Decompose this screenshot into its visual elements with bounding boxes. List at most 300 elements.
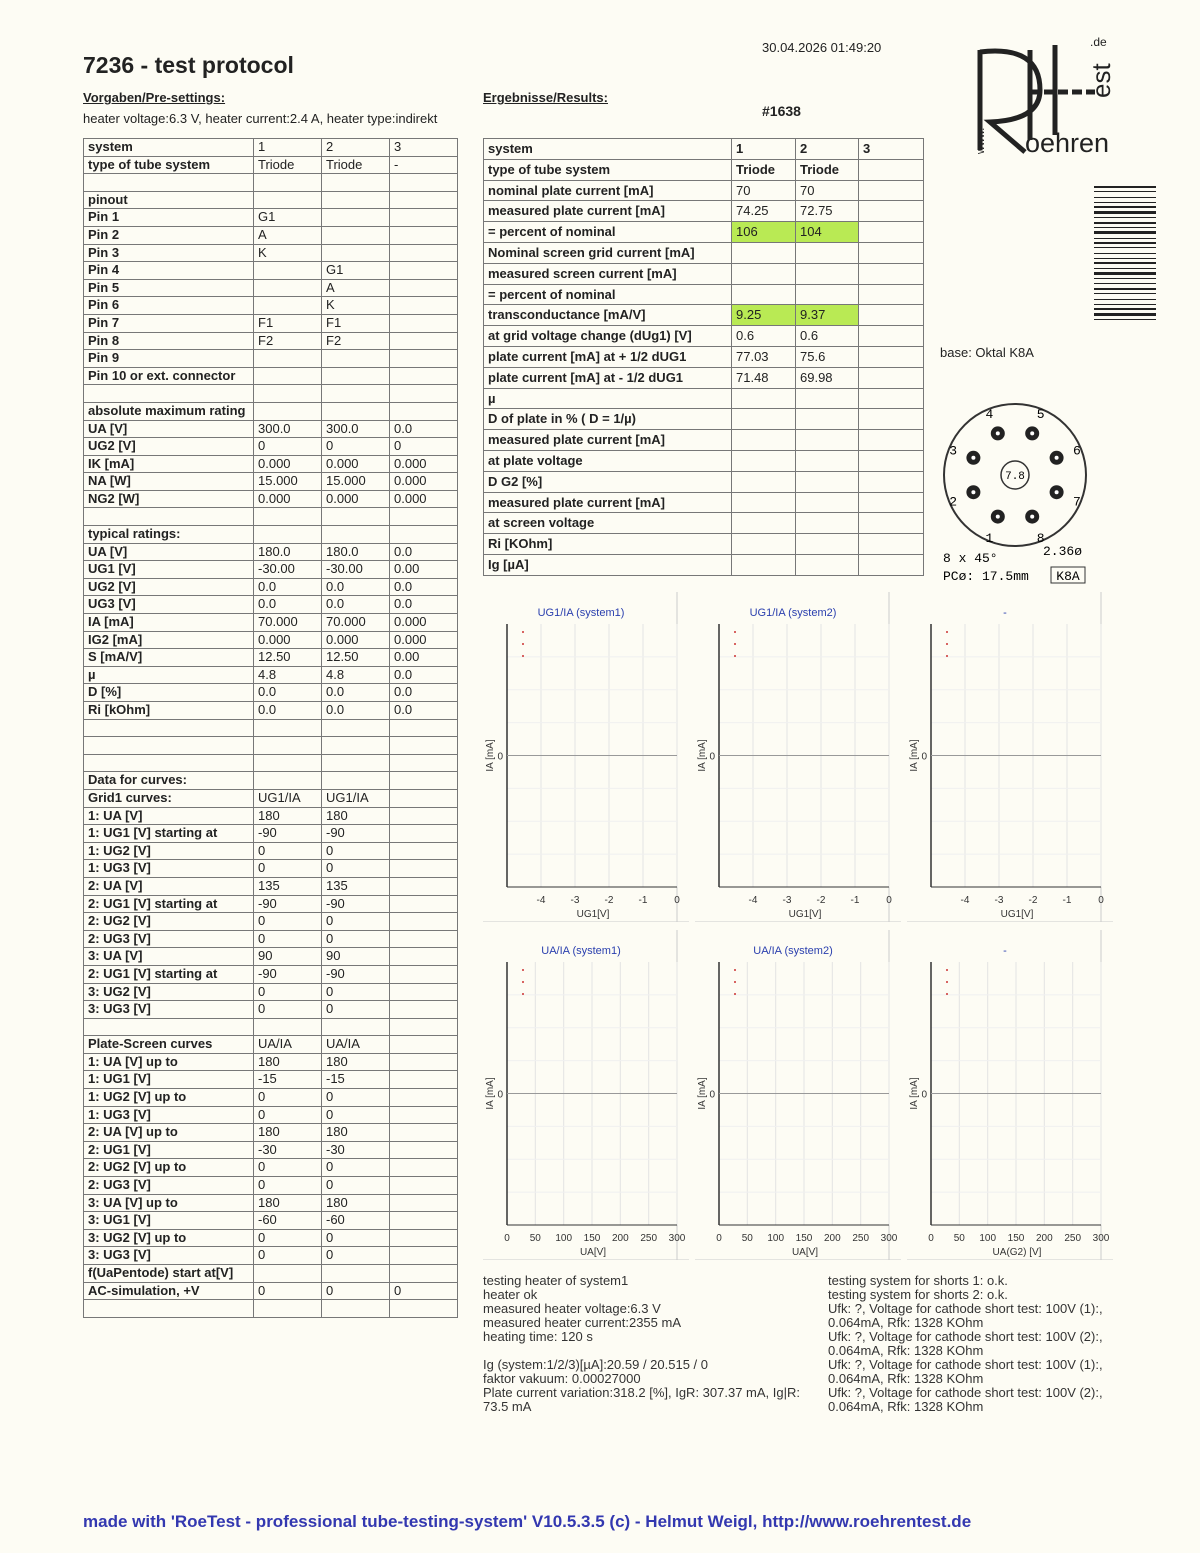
table-row bbox=[84, 649, 458, 667]
cell-system-3: 0 bbox=[390, 438, 458, 456]
cell-system-1: 0 bbox=[254, 1229, 322, 1247]
cell-system-1 bbox=[254, 772, 322, 790]
cell-system-2 bbox=[322, 526, 390, 544]
row-label: 3: UA [V] bbox=[84, 948, 254, 966]
row-label: plate current [mA] at + 1/2 dUG1 bbox=[484, 346, 732, 367]
cell-system-3 bbox=[390, 1106, 458, 1124]
cell-system-3 bbox=[390, 1265, 458, 1283]
cell-system-2: 90 bbox=[322, 948, 390, 966]
cell-system-1: 180 bbox=[254, 807, 322, 825]
row-label: Ig [µA] bbox=[484, 554, 732, 575]
cell-system-3: 0.000 bbox=[390, 473, 458, 491]
barcode-bar bbox=[1094, 299, 1156, 300]
row-label bbox=[84, 1300, 254, 1318]
table-row bbox=[84, 1300, 458, 1318]
cell-system-1: 0 bbox=[254, 1089, 322, 1107]
cell-system-1 bbox=[254, 385, 322, 403]
chart-x-tick: -4 bbox=[960, 895, 970, 906]
cell-system-2 bbox=[322, 174, 390, 192]
chart-point bbox=[946, 643, 948, 645]
cell-system-2: -60 bbox=[322, 1212, 390, 1230]
cell-system-1: 0 bbox=[254, 913, 322, 931]
cell-system-3 bbox=[859, 409, 924, 430]
cell-system-2 bbox=[796, 492, 859, 513]
cell-system-2 bbox=[796, 450, 859, 471]
cell-system-1 bbox=[732, 263, 796, 284]
cell-system-3: 0.000 bbox=[390, 490, 458, 508]
base-pin-hole bbox=[971, 490, 975, 494]
chart-x-tick: 0 bbox=[886, 895, 892, 906]
cell-system-3 bbox=[390, 930, 458, 948]
table-row bbox=[84, 191, 458, 209]
table-row bbox=[84, 350, 458, 368]
cell-system-3: 3 bbox=[390, 139, 458, 157]
cell-system-2 bbox=[796, 513, 859, 534]
cell-system-3: 0.000 bbox=[390, 631, 458, 649]
cell-system-1: 0 bbox=[254, 1106, 322, 1124]
results-table bbox=[483, 138, 924, 576]
table-row bbox=[484, 139, 924, 160]
barcode-bar bbox=[1094, 238, 1156, 239]
chart-x-tick: -3 bbox=[782, 895, 792, 906]
row-label: 1: UG3 [V] bbox=[84, 860, 254, 878]
table-row bbox=[484, 534, 924, 555]
test-notes-right bbox=[828, 1274, 1168, 1414]
cell-system-2 bbox=[322, 754, 390, 772]
table-row bbox=[84, 455, 458, 473]
row-label: Pin 8 bbox=[84, 332, 254, 350]
cell-system-2 bbox=[322, 737, 390, 755]
cell-system-2: 0.0 bbox=[322, 596, 390, 614]
note-line: 0.064mA, Rfk: 1328 KOhm bbox=[828, 1371, 984, 1386]
chart-x-tick: 250 bbox=[640, 1233, 658, 1244]
presettings-table bbox=[83, 138, 458, 1318]
cell-system-3 bbox=[390, 297, 458, 315]
row-label: pinout bbox=[84, 191, 254, 209]
row-label: 1: UG3 [V] bbox=[84, 1106, 254, 1124]
cell-system-2: 2 bbox=[322, 139, 390, 157]
cell-system-2: UG1/IA bbox=[322, 789, 390, 807]
cell-system-2: F2 bbox=[322, 332, 390, 350]
row-label: measured plate current [mA] bbox=[484, 492, 732, 513]
chart-point bbox=[946, 993, 948, 995]
chart-x-tick: -1 bbox=[638, 895, 648, 906]
cell-system-2 bbox=[322, 226, 390, 244]
row-label bbox=[84, 508, 254, 526]
cell-system-1: -30 bbox=[254, 1141, 322, 1159]
row-label: Pin 6 bbox=[84, 297, 254, 315]
chart-point bbox=[522, 643, 524, 645]
cell-system-2 bbox=[322, 1300, 390, 1318]
table-row bbox=[84, 420, 458, 438]
cell-system-3: 0.0 bbox=[390, 420, 458, 438]
cell-system-3: 0.0 bbox=[390, 596, 458, 614]
table-row bbox=[484, 471, 924, 492]
row-label: 1: UA [V] bbox=[84, 807, 254, 825]
row-label: measured screen current [mA] bbox=[484, 263, 732, 284]
row-label: 2: UG2 [V] up to bbox=[84, 1159, 254, 1177]
row-label: 3: UG2 [V] bbox=[84, 983, 254, 1001]
row-label: Pin 4 bbox=[84, 262, 254, 280]
cell-system-3 bbox=[390, 367, 458, 385]
cell-system-1: 180 bbox=[254, 1053, 322, 1071]
chart-title: UG1/IA (system1) bbox=[537, 607, 625, 619]
cell-system-1: 0.6 bbox=[732, 326, 796, 347]
chart-6 bbox=[907, 930, 1113, 1260]
cell-system-2: A bbox=[322, 279, 390, 297]
row-label: Nominal screen grid current [mA] bbox=[484, 242, 732, 263]
cell-system-3 bbox=[390, 1001, 458, 1019]
cell-system-2: 75.6 bbox=[796, 346, 859, 367]
cell-system-1 bbox=[254, 1300, 322, 1318]
barcode-bar bbox=[1094, 283, 1156, 284]
timestamp: 30.04.2026 01:49:20 bbox=[762, 40, 882, 55]
chart-y-label: IA [mA] bbox=[485, 1077, 496, 1110]
cell-system-1: 180 bbox=[254, 1194, 322, 1212]
cell-system-1: 180.0 bbox=[254, 543, 322, 561]
cell-system-2 bbox=[796, 430, 859, 451]
chart-y-label: IA [mA] bbox=[909, 739, 920, 772]
row-label: measured plate current [mA] bbox=[484, 430, 732, 451]
table-row bbox=[484, 284, 924, 305]
barcode-bar bbox=[1094, 313, 1156, 316]
cell-system-3 bbox=[390, 719, 458, 737]
cell-system-2 bbox=[322, 402, 390, 420]
table-row bbox=[84, 895, 458, 913]
cell-system-2: 0 bbox=[322, 930, 390, 948]
cell-system-1: 0 bbox=[254, 860, 322, 878]
cell-system-1: 0.0 bbox=[254, 684, 322, 702]
note-line: Ufk: ?, Voltage for cathode short test: 100V (1):, bbox=[828, 1301, 1103, 1316]
chart-x-tick: 250 bbox=[1064, 1233, 1082, 1244]
table-row bbox=[84, 367, 458, 385]
cell-system-3: 3 bbox=[859, 139, 924, 160]
table-row bbox=[484, 409, 924, 430]
cell-system-3 bbox=[390, 772, 458, 790]
presettings-text: heater voltage:6.3 V, heater current:2.4 A, heater type:indirekt bbox=[83, 111, 438, 126]
row-label: AC-simulation, +V bbox=[84, 1282, 254, 1300]
cell-system-3 bbox=[390, 860, 458, 878]
cell-system-2: 0 bbox=[322, 1247, 390, 1265]
table-row bbox=[84, 490, 458, 508]
table-row bbox=[484, 326, 924, 347]
cell-system-1: 90 bbox=[254, 948, 322, 966]
row-label: at plate voltage bbox=[484, 450, 732, 471]
row-label: 2: UG1 [V] starting at bbox=[84, 965, 254, 983]
table-row bbox=[484, 430, 924, 451]
chart-point bbox=[946, 981, 948, 983]
cell-system-2: 0 bbox=[322, 438, 390, 456]
chart-point bbox=[734, 969, 736, 971]
cell-system-3 bbox=[390, 209, 458, 227]
cell-system-1 bbox=[254, 262, 322, 280]
table-row bbox=[84, 1053, 458, 1071]
cell-system-3 bbox=[390, 262, 458, 280]
chart-x-tick: 0 bbox=[504, 1233, 510, 1244]
cell-system-2: 0.6 bbox=[796, 326, 859, 347]
barcode bbox=[1094, 186, 1156, 320]
cell-system-1: -90 bbox=[254, 825, 322, 843]
chart-x-tick: -2 bbox=[1028, 895, 1038, 906]
barcode-bar bbox=[1094, 222, 1156, 224]
barcode-bar bbox=[1094, 186, 1156, 188]
chart-x-tick: 200 bbox=[823, 1233, 841, 1244]
table-row bbox=[84, 842, 458, 860]
chart-x-tick: 0 bbox=[1098, 895, 1104, 906]
chart-2 bbox=[695, 592, 901, 922]
table-row bbox=[484, 159, 924, 180]
chart-point bbox=[946, 655, 948, 657]
chart-y-tick: 0 bbox=[921, 751, 927, 763]
page-title: 7236 - test protocol bbox=[83, 52, 294, 78]
cell-system-3 bbox=[390, 1089, 458, 1107]
table-row bbox=[84, 314, 458, 332]
cell-system-3 bbox=[859, 554, 924, 575]
cell-system-1: 4.8 bbox=[254, 666, 322, 684]
table-row bbox=[84, 913, 458, 931]
cell-system-1: 74.25 bbox=[732, 201, 796, 222]
cell-system-3 bbox=[390, 913, 458, 931]
cell-system-1: 70 bbox=[732, 180, 796, 201]
cell-system-3: 0.00 bbox=[390, 649, 458, 667]
table-row bbox=[84, 402, 458, 420]
cell-system-2 bbox=[322, 350, 390, 368]
cell-system-1: -90 bbox=[254, 965, 322, 983]
cell-system-1 bbox=[732, 554, 796, 575]
barcode-bar bbox=[1094, 308, 1156, 310]
table-row bbox=[84, 543, 458, 561]
base-pin-number: 8 bbox=[1036, 530, 1045, 546]
cell-system-1: -60 bbox=[254, 1212, 322, 1230]
chart-x-tick: -4 bbox=[536, 895, 546, 906]
cell-system-1 bbox=[254, 191, 322, 209]
cell-system-1: -30.00 bbox=[254, 561, 322, 579]
cell-system-3: 0.0 bbox=[390, 543, 458, 561]
chart-x-tick: -1 bbox=[850, 895, 860, 906]
cell-system-2: -90 bbox=[322, 965, 390, 983]
note-line: testing heater of system1 bbox=[483, 1273, 629, 1288]
cell-system-3 bbox=[859, 222, 924, 243]
cell-system-3 bbox=[390, 508, 458, 526]
chart-x-label: UA[V] bbox=[579, 1247, 607, 1258]
table-row bbox=[84, 526, 458, 544]
roehrentest-logo bbox=[970, 30, 1120, 160]
row-label: 2: UG3 [V] bbox=[84, 1177, 254, 1195]
table-row bbox=[84, 1265, 458, 1283]
row-label: 1: UG2 [V] up to bbox=[84, 1089, 254, 1107]
barcode-bar bbox=[1094, 227, 1156, 228]
barcode-bar bbox=[1094, 242, 1156, 244]
cell-system-2: 0.0 bbox=[322, 702, 390, 720]
table-row bbox=[84, 666, 458, 684]
base-pin-number: 4 bbox=[985, 407, 994, 423]
cell-system-1: 0 bbox=[254, 1282, 322, 1300]
row-label: absolute maximum rating bbox=[84, 402, 254, 420]
base-pin-hole bbox=[996, 515, 1000, 519]
cell-system-2: 180 bbox=[322, 1124, 390, 1142]
cell-system-2 bbox=[322, 367, 390, 385]
table-row bbox=[84, 631, 458, 649]
cell-system-1 bbox=[254, 719, 322, 737]
cell-system-1 bbox=[254, 350, 322, 368]
row-label: NG2 [W] bbox=[84, 490, 254, 508]
barcode-bar bbox=[1094, 211, 1156, 214]
cell-system-2: 0.000 bbox=[322, 455, 390, 473]
cell-system-3: 0.000 bbox=[390, 614, 458, 632]
chart-x-label: UG1[V] bbox=[1000, 909, 1034, 920]
cell-system-3 bbox=[390, 948, 458, 966]
row-label: typical ratings: bbox=[84, 526, 254, 544]
cell-system-3 bbox=[390, 1212, 458, 1230]
chart-x-tick: 300 bbox=[880, 1233, 898, 1244]
cell-system-1: 135 bbox=[254, 877, 322, 895]
cell-system-1: 0 bbox=[254, 1177, 322, 1195]
cell-system-3: 0 bbox=[390, 1282, 458, 1300]
cell-system-1: 0 bbox=[254, 983, 322, 1001]
base-pin-number: 7 bbox=[1072, 494, 1081, 510]
cell-system-3 bbox=[390, 877, 458, 895]
cell-system-3 bbox=[859, 326, 924, 347]
table-row bbox=[484, 201, 924, 222]
row-label: Data for curves: bbox=[84, 772, 254, 790]
cell-system-1 bbox=[254, 279, 322, 297]
cell-system-2: 180.0 bbox=[322, 543, 390, 561]
cell-system-1 bbox=[732, 513, 796, 534]
chart-x-tick: 0 bbox=[674, 895, 680, 906]
row-label: type of tube system bbox=[84, 156, 254, 174]
barcode-bar bbox=[1094, 231, 1156, 234]
cell-system-3 bbox=[390, 244, 458, 262]
cell-system-1: 0 bbox=[254, 1001, 322, 1019]
table-row bbox=[84, 1177, 458, 1195]
cell-system-3 bbox=[859, 263, 924, 284]
row-label: 3: UG2 [V] up to bbox=[84, 1229, 254, 1247]
cell-system-3 bbox=[390, 983, 458, 1001]
table-row bbox=[84, 754, 458, 772]
cell-system-1 bbox=[732, 409, 796, 430]
chart-point bbox=[734, 655, 736, 657]
cell-system-1: 1 bbox=[254, 139, 322, 157]
cell-system-2: 0 bbox=[322, 1001, 390, 1019]
cell-system-3 bbox=[390, 1071, 458, 1089]
cell-system-1 bbox=[254, 174, 322, 192]
cell-system-1: G1 bbox=[254, 209, 322, 227]
table-row bbox=[84, 737, 458, 755]
cell-system-1: 300.0 bbox=[254, 420, 322, 438]
chart-y-label: IA [mA] bbox=[909, 1077, 920, 1110]
base-pin-hole bbox=[1030, 515, 1034, 519]
table-row bbox=[84, 1018, 458, 1036]
cell-system-1: 77.03 bbox=[732, 346, 796, 367]
table-row bbox=[84, 1229, 458, 1247]
row-label: nominal plate current [mA] bbox=[484, 180, 732, 201]
cell-system-1: A bbox=[254, 226, 322, 244]
cell-system-2: 0 bbox=[322, 1282, 390, 1300]
cell-system-3 bbox=[390, 279, 458, 297]
cell-system-2: 300.0 bbox=[322, 420, 390, 438]
chart-point bbox=[734, 981, 736, 983]
cell-system-2: -90 bbox=[322, 825, 390, 843]
chart-4 bbox=[483, 930, 689, 1260]
cell-system-2: K bbox=[322, 297, 390, 315]
cell-system-3 bbox=[859, 159, 924, 180]
cell-system-3 bbox=[390, 385, 458, 403]
logo-www: www. bbox=[975, 127, 987, 154]
chart-x-tick: 100 bbox=[979, 1233, 997, 1244]
cell-system-3 bbox=[859, 201, 924, 222]
cell-system-1 bbox=[732, 388, 796, 409]
row-label: IA [mA] bbox=[84, 614, 254, 632]
row-label bbox=[84, 719, 254, 737]
row-label: 2: UG2 [V] bbox=[84, 913, 254, 931]
base-pin-hole bbox=[1055, 490, 1059, 494]
row-label: µ bbox=[84, 666, 254, 684]
cell-system-3 bbox=[390, 895, 458, 913]
chart-x-label: UA[V] bbox=[791, 1247, 819, 1258]
cell-system-3 bbox=[859, 242, 924, 263]
cell-system-2: 72.75 bbox=[796, 201, 859, 222]
cell-system-2: G1 bbox=[322, 262, 390, 280]
cell-system-2: 0 bbox=[322, 842, 390, 860]
barcode-bar bbox=[1094, 288, 1156, 290]
note-line: Ufk: ?, Voltage for cathode short test: 100V (2):, bbox=[828, 1385, 1103, 1400]
cell-system-3 bbox=[859, 450, 924, 471]
chart-x-tick: 150 bbox=[583, 1233, 601, 1244]
barcode-bar bbox=[1094, 247, 1156, 248]
chart-x-tick: -2 bbox=[604, 895, 614, 906]
note-line: Ig (system:1/2/3)[µA]:20.59 / 20.515 / 0 bbox=[483, 1357, 708, 1372]
table-row bbox=[84, 1141, 458, 1159]
table-row bbox=[84, 596, 458, 614]
row-label: Pin 1 bbox=[84, 209, 254, 227]
cell-system-1: F1 bbox=[254, 314, 322, 332]
row-label: 3: UG1 [V] bbox=[84, 1212, 254, 1230]
row-label: at grid voltage change (dUg1) [V] bbox=[484, 326, 732, 347]
note-line: Plate current variation:318.2 [%], IgR: 307.37 mA, Ig|R: 73.5 mA bbox=[483, 1385, 800, 1414]
table-row bbox=[84, 948, 458, 966]
cell-system-1: K bbox=[254, 244, 322, 262]
note-line: heating time: 120 s bbox=[483, 1329, 593, 1344]
row-label: IG2 [mA] bbox=[84, 631, 254, 649]
cell-system-2: 0 bbox=[322, 860, 390, 878]
cell-system-2 bbox=[322, 1265, 390, 1283]
table-row bbox=[84, 1071, 458, 1089]
table-row bbox=[84, 332, 458, 350]
base-pin-number: 5 bbox=[1036, 407, 1045, 423]
barcode-bar bbox=[1094, 272, 1156, 275]
row-label bbox=[84, 754, 254, 772]
chart-x-tick: -3 bbox=[570, 895, 580, 906]
base-pin-hole bbox=[1055, 456, 1059, 460]
chart-x-tick: 300 bbox=[1092, 1233, 1110, 1244]
cell-system-1: -15 bbox=[254, 1071, 322, 1089]
table-row bbox=[84, 930, 458, 948]
cell-system-3 bbox=[390, 1018, 458, 1036]
chart-point bbox=[522, 969, 524, 971]
row-label: Pin 9 bbox=[84, 350, 254, 368]
cell-system-2 bbox=[322, 209, 390, 227]
cell-system-3 bbox=[859, 534, 924, 555]
table-row bbox=[84, 1159, 458, 1177]
chart-x-tick: -4 bbox=[748, 895, 758, 906]
cell-system-3 bbox=[390, 1124, 458, 1142]
table-row bbox=[84, 385, 458, 403]
cell-system-1: Triode bbox=[732, 159, 796, 180]
chart-y-label: IA [mA] bbox=[697, 739, 708, 772]
cell-system-2: 70.000 bbox=[322, 614, 390, 632]
cell-system-2 bbox=[322, 772, 390, 790]
cell-system-1: 70.000 bbox=[254, 614, 322, 632]
